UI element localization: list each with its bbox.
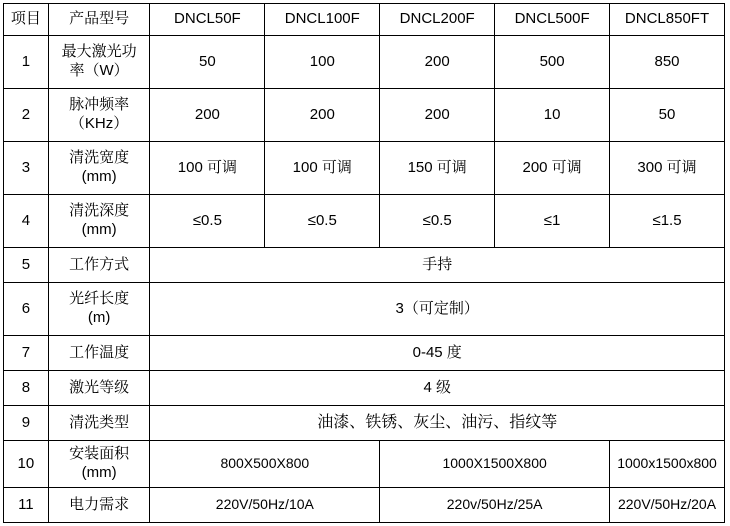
header-cell-model-1: DNCL50F: [150, 4, 265, 36]
row-label: 工作温度: [48, 336, 150, 371]
table-row: [4, 406, 725, 441]
table-row: [4, 441, 725, 488]
header-cell-model-2: DNCL100F: [265, 4, 380, 36]
row-label: [48, 36, 150, 89]
cell-value: 500: [495, 36, 610, 89]
row-index: 3: [4, 142, 49, 195]
row-label-line2: 率（W）: [69, 62, 129, 79]
cell-value-group: 1000x1500x800: [610, 441, 725, 488]
row-index: 6: [4, 283, 49, 336]
row-label-line2: (mm): [81, 221, 117, 238]
row-index: 10: [4, 441, 49, 488]
row-index: 2: [4, 89, 49, 142]
row-index: 4: [4, 195, 49, 248]
cell-value: 100: [265, 36, 380, 89]
cell-value-group: 220V/50Hz/20A: [610, 488, 725, 523]
header-cell-model-4: DNCL500F: [495, 4, 610, 36]
table-row: [4, 142, 725, 195]
header-cell-item: 项目: [4, 4, 49, 36]
row-label-line2: (m): [87, 309, 111, 326]
row-index: 7: [4, 336, 49, 371]
cell-value-group: 220v/50Hz/25A: [380, 488, 610, 523]
cell-value: 200: [265, 89, 380, 142]
cell-value-merged: 4 级: [150, 371, 725, 406]
cell-value: 50: [610, 89, 725, 142]
cell-value: 100 可调: [150, 142, 265, 195]
row-label-line2: (mm): [81, 168, 117, 185]
table-header-row: [4, 4, 725, 36]
row-index: 11: [4, 488, 49, 523]
cell-value: ≤1.5: [610, 195, 725, 248]
cell-value-group: 1000X1500X800: [380, 441, 610, 488]
cell-value: 10: [495, 89, 610, 142]
specification-table: [3, 3, 725, 523]
table-row: [4, 283, 725, 336]
row-label-line2: (mm): [81, 464, 117, 481]
table-row: [4, 89, 725, 142]
cell-value: 200 可调: [495, 142, 610, 195]
cell-value: 300 可调: [610, 142, 725, 195]
cell-value: 100 可调: [265, 142, 380, 195]
header-cell-model-5: DNCL850FT: [610, 4, 725, 36]
cell-value: ≤0.5: [150, 195, 265, 248]
row-label: [48, 441, 150, 488]
table-row: [4, 371, 725, 406]
cell-value-merged: 手持: [150, 248, 725, 283]
cell-value: ≤0.5: [380, 195, 495, 248]
cell-value-merged: 油漆、铁锈、灰尘、油污、指纹等: [150, 406, 725, 441]
row-label: [48, 283, 150, 336]
table-row: [4, 488, 725, 523]
table-row: [4, 195, 725, 248]
row-label: [48, 195, 150, 248]
row-index: 8: [4, 371, 49, 406]
table-row: [4, 336, 725, 371]
cell-value-group: 800X500X800: [150, 441, 380, 488]
cell-value-group: 220V/50Hz/10A: [150, 488, 380, 523]
cell-value: 200: [380, 89, 495, 142]
row-label: 清洗类型: [48, 406, 150, 441]
row-label-line1: 脉冲频率: [69, 96, 130, 114]
row-label-line1: 最大激光功: [61, 43, 137, 61]
row-label: 激光等级: [48, 371, 150, 406]
cell-value: 850: [610, 36, 725, 89]
row-label-line1: 清洗宽度: [69, 149, 130, 167]
table-row: [4, 36, 725, 89]
row-label: [48, 142, 150, 195]
row-label: 电力需求: [48, 488, 150, 523]
row-label-line2: （KHz）: [69, 115, 129, 132]
cell-value-merged: 0-45 度: [150, 336, 725, 371]
row-index: 1: [4, 36, 49, 89]
cell-value: 200: [150, 89, 265, 142]
row-label: [48, 89, 150, 142]
cell-value: 200: [380, 36, 495, 89]
header-cell-product-model: 产品型号: [48, 4, 150, 36]
cell-value-merged: 3（可定制）: [150, 283, 725, 336]
row-label: 工作方式: [48, 248, 150, 283]
row-label-line1: 安装面积: [69, 445, 130, 463]
cell-value: ≤0.5: [265, 195, 380, 248]
row-label-line1: 光纤长度: [69, 290, 130, 308]
row-index: 9: [4, 406, 49, 441]
header-cell-model-3: DNCL200F: [380, 4, 495, 36]
cell-value: 150 可调: [380, 142, 495, 195]
row-index: 5: [4, 248, 49, 283]
row-label-line1: 清洗深度: [69, 202, 130, 220]
table-row: [4, 248, 725, 283]
cell-value: ≤1: [495, 195, 610, 248]
cell-value: 50: [150, 36, 265, 89]
